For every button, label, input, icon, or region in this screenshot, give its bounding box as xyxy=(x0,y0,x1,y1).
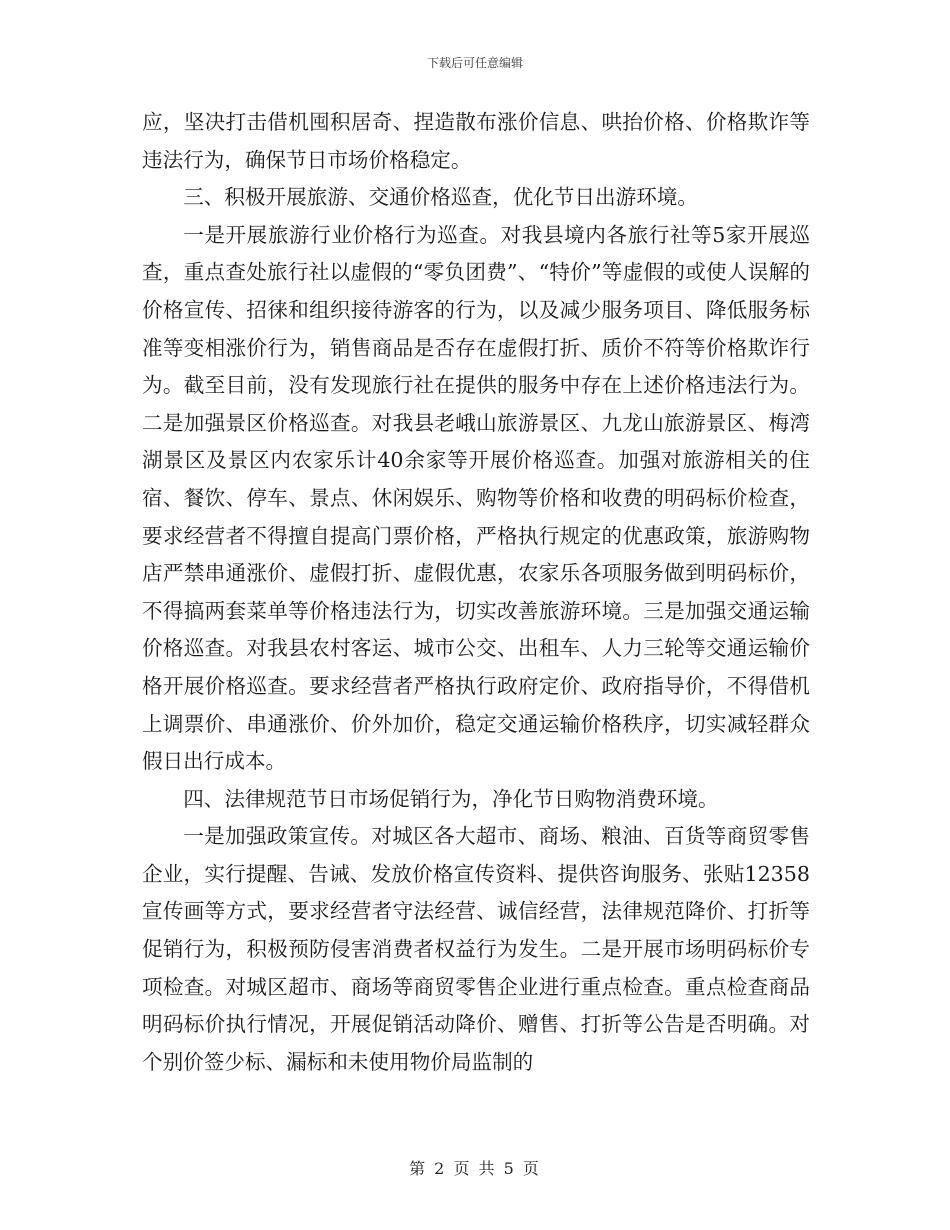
section-heading-4: 四、法律规范节日市场促销行为，净化节日购物消费环境。 xyxy=(183,786,719,811)
page-header: 下载后可任意编辑 xyxy=(426,56,523,70)
document-body xyxy=(142,104,810,1081)
section-heading-3: 三、积极开展旅游、交通价格巡查，优化节日出游环境。 xyxy=(183,185,699,210)
page-number: 第 2 页 共 5 页 xyxy=(409,1159,541,1178)
paragraph-continuation: 应，坚决打击借机囤积居奇、捏造散布涨价信息、哄抬价格、价格欺诈等违法行为，确保节日市场价格稳定。 xyxy=(142,110,810,172)
paragraph-promotion: 一是加强政策宣传。对城区各大超市、商场、粮油、百货等商贸零售企业，实行提醒、告诫、发放价格宣传资料、提供咨询服务、张贴12358宣传画等方式，要求经营者守法经营、诚信经营，法律规范降价、打折等促销行为，积极预防侵害消费者权益行为发生。二是开展市场明码标价专项检查。对城区超市、商场等商贸零售企业进行重点检查。重点检查商品明码标价执行情况，开展促销活动降价、赠售、打折等公告是否明确。对个别价签少标、漏标和未使用物价局监制的 xyxy=(142,824,810,1074)
paragraph-tourism-transport: 一是开展旅游行业价格行为巡查。对我县境内各旅行社等5家开展巡查，重点查处旅行社以虚假的“零负团费”、“特价”等虚假的或使人误解的价格宣传、招徕和组织接待游客的行为，以及减少服务项目、降低服务标准等变相涨价行为，销售商品是否存在虚假打折、质价不符等价格欺诈行为。截至目前，没有发现旅行社在提供的服务中存在上述价格违法行为。二是加强景区价格巡查。对我县老峨山旅游景区、九龙山旅游景区、梅湾湖景区及景区内农家乐计40余家等开展价格巡查。加强对旅游相关的住宿、餐饮、停车、景点、休闲娱乐、购物等价格和收费的明码标价检查，要求经营者不得擅自提高门票价格，严格执行规定的优惠政策，旅游购物店严禁串通涨价、虚假打折、虚假优惠，农家乐各项服务做到明码标价，不得搞两套菜单等价格违法行为，切实改善旅游环境。三是加强交通运输价格巡查。对我县农村客运、城市公交、出租车、人力三轮等交通运输价格开展价格巡查。要求经营者严格执行政府定价、政府指导价，不得借机上调票价、串通涨价、价外加价，稳定交通运输价格秩序，切实减轻群众假日出行成本。 xyxy=(142,222,810,774)
